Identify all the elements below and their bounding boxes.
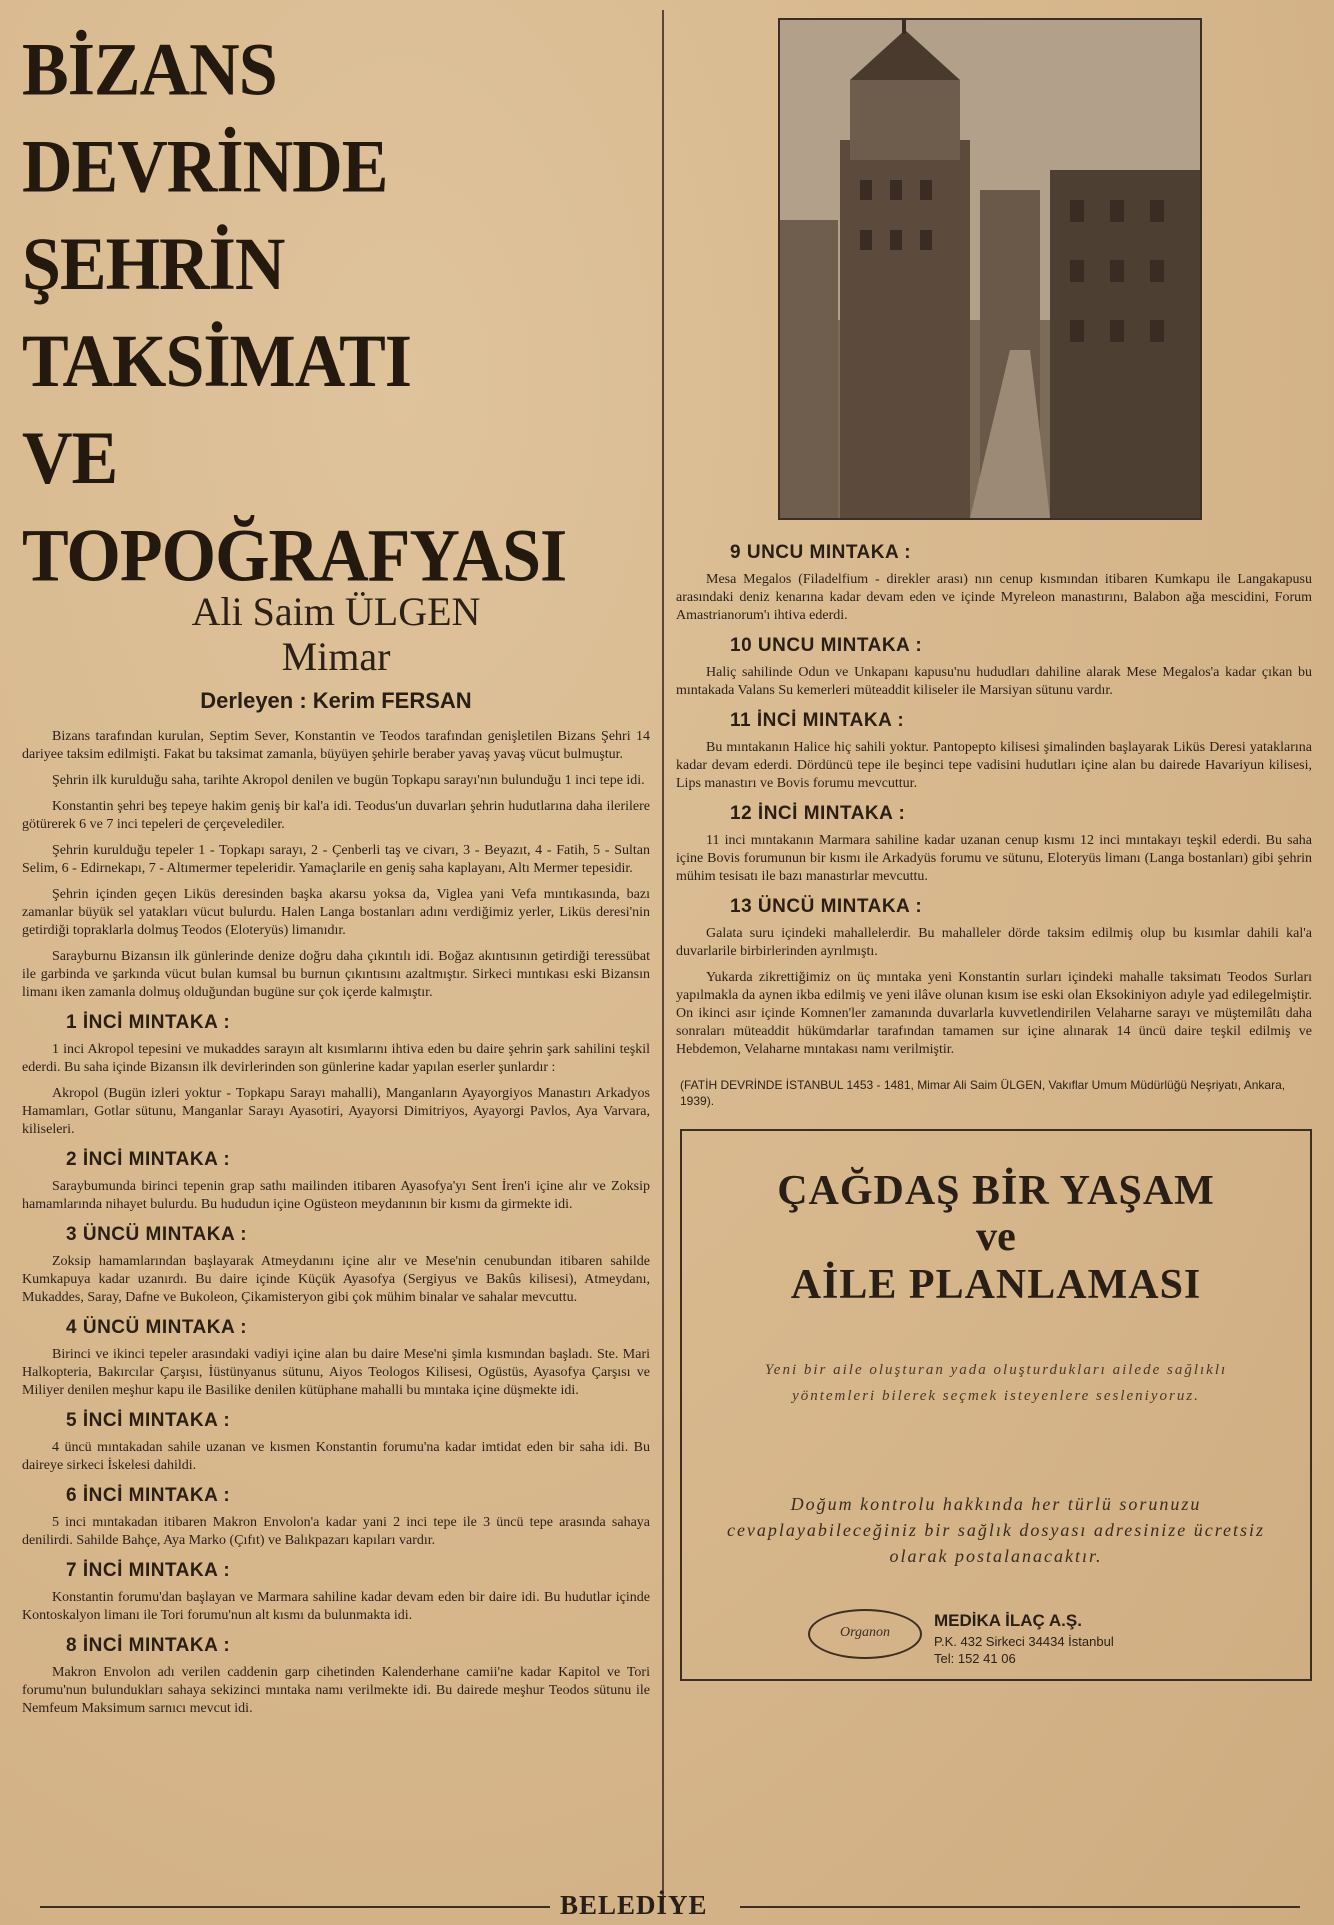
section-heading: 2 İNCİ MINTAKA : bbox=[66, 1149, 231, 1170]
section-heading: 4 ÜNCÜ MINTAKA : bbox=[66, 1317, 248, 1338]
paragraph: Şehrin kurulduğu tepeler 1 - Topkapı sarayı, 2 - Çenberli taş ve civarı, 3 - Beyazıt, 4 - Fatih, 5 - Sultan Selim, 6 - Edirnekapı, 7 - Altımermer tepeleridir. Yamaçlarile en geniş saha kaplayanı, Altı Mermer tepesidir. bbox=[22, 843, 650, 876]
section-heading: 10 UNCU MINTAKA : bbox=[730, 635, 923, 656]
paragraph: 5 inci mıntakadan itibaren Makron Envolon'a kadar yani 2 inci tepe ile 3 üncü tepe arasında sahaya denilirdi. Sahilde Bahçe, Aya Marko (Çıfıt) ve Balıkpazarı kapıları vardır. bbox=[22, 1515, 650, 1548]
paragraph: Haliç sahilinde Odun ve Unkapanı kapusu'nu hududları dahiline alarak Mese Megalos'a kadar çıkan bu mıntakada Valans Su kemerleri müteaddit kiliseler ile Marsiyan sütunu vardır. bbox=[676, 665, 1312, 698]
organon-logo bbox=[808, 1609, 922, 1659]
company-address bbox=[934, 1633, 1114, 1667]
footer-rule-right bbox=[740, 1906, 1300, 1908]
section-heading: 8 İNCİ MINTAKA : bbox=[66, 1635, 231, 1656]
paragraph: Birinci ve ikinci tepeler arasındaki vadiyi içine alan bu daire Mese'ni şimla kısmından başladı. Ste. Mari Halkopteria, Bakırcılar Çarşısı, İüstünyanus sütunu, Aiyos Teologos Kilisesi, Ogüstüs, Ayasofya Çarşısı ve Miliyer denilen meşhur kapu ile Basilike denilen kütüphane mahalli bu mıntaka içine düşmekte idi. bbox=[22, 1347, 650, 1398]
footer-rule-left bbox=[40, 1906, 550, 1908]
title-line: BİZANS DEVRİNDE bbox=[22, 28, 388, 209]
paragraph: Zoksip hamamlarından başlayarak Atmeydanını içine alır ve Mese'nin cenubundan itibaren sahilde Kumkapuya kadar uzanırdı. Bu daire içinde Küçük Ayasofya (Sergiyus ve Bakûs kilisesi), Atmeydanı, Mukaddes, Saray, Dafne ve Bukoleon, Çikamisteryon gibi çok mühim binalar ve sahalar mevcuttu. bbox=[22, 1254, 650, 1305]
intro-text bbox=[22, 728, 650, 1002]
author-name: Ali Saim ÜLGEN bbox=[191, 589, 481, 634]
article-title bbox=[22, 22, 650, 605]
source-citation: (FATİH DEVRİNDE İSTANBUL 1453 - 1481, Mimar Ali Saim ÜLGEN, Vakıflar Umum Müdürlüğü Neşriyatı, Ankara, 1939). bbox=[680, 1078, 1286, 1108]
section-heading: 5 İNCİ MINTAKA : bbox=[66, 1410, 231, 1431]
title-line: ŞEHRİN TAKSİMATI bbox=[22, 222, 412, 404]
section-heading: 6 İNCİ MINTAKA : bbox=[66, 1485, 231, 1506]
phone-line: Tel: 152 41 06 bbox=[934, 1651, 1016, 1666]
footer-label: BELEDİYE bbox=[560, 1890, 708, 1920]
ad-subtitle: Yeni bir aile oluşturan yada oluşturdukları ailede sağlıklı yöntemleri bilerek seçmek isteyenlere sesleniyoruz. bbox=[764, 1362, 1228, 1404]
paragraph: Şehrin içinden geçen Liküs deresinden başka akarsu yoksa da, Viglea yani Vefa mıntıkasında, bazı zamanlar büyük sel yatakları vücut bulurdu. Halen Langa bostanları adını verdiğimiz yerler, Liküs deresi'nin getirdiği topraklarla dolmuş Teodos (Eloteryüs) limanıdır. bbox=[22, 887, 650, 938]
paragraph: Akropol (Bugün izleri yoktur - Topkapu Sarayı mahalli), Manganların Ayayorgiyos Manastırı Arkadyos Hamamları, Gotlar sütunu, Manganlar Sarayı Ayasotiri, Ayayorsi Dimitriyos, Ayayorgi Pavlos, Aya Varvara, kiliseleri. bbox=[22, 1086, 650, 1137]
paragraph: Saraybumunda birinci tepenin grap sathı mailinden itibaren Ayasofya'yı Sent İren'i içine alır ve Zoksip hamamlarında nihayet bulurdu. Bu hududun içine Ogüsteon meydanının bir kısmı da girmekte idi. bbox=[22, 1179, 650, 1212]
paragraph: Konstantin şehri beş tepeye hakim geniş bir kal'a idi. Teodus'un duvarları şehrin hudutlarına daha ilerilere götürerek 6 ve 7 inci tepeleri de çerçevelediler. bbox=[22, 799, 650, 832]
section-heading: 9 UNCU MINTAKA : bbox=[730, 542, 912, 563]
company-name: MEDİKA İLAÇ A.Ş. bbox=[934, 1611, 1082, 1630]
ad-body: Doğum kontrolu hakkında her türlü sorunuzu cevaplayabileceğiniz bir sağlık dosyası adresinize ücretsiz olarak postalanacaktır. bbox=[726, 1494, 1266, 1566]
section-heading: 7 İNCİ MINTAKA : bbox=[66, 1560, 231, 1581]
paragraph: Bu mıntakanın Halice hiç sahili yoktur. Pantopepto kilisesi şimalinden başlayarak Liküs Deresi yataklarına kadar devam ederdi. Dördüncü tepe ile beşinci tepe vadisini hudutları içine alan bu dairede Havariyun kilisesi, Lips manastırı ve Bovis forumu mevcuttur. bbox=[676, 740, 1312, 791]
paragraph: Makron Envolon adı verilen caddenin garp cihetinden Kalenderhane camii'ne kadar Kapitol ve Tori forumu'nun bulundukları sahaya sekizinci mıntaka namı verilmekte idi. Bu dairede meşhur Teodos sütunu ile Nemfeum Maksimum sarnıcı mevcut idi. bbox=[22, 1665, 650, 1716]
paragraph: 4 üncü mıntakadan sahile uzanan ve kısmen Konstantin forumu'na kadar imtidat eden bir saha idi. Bu daireye sirkeci İskelesi dahildi. bbox=[22, 1440, 650, 1473]
ad-title-line-2: ve bbox=[976, 1214, 1016, 1260]
address-line: P.K. 432 Sirkeci 34434 İstanbul bbox=[934, 1634, 1114, 1649]
galata-tower-photo bbox=[778, 18, 1202, 520]
paragraph: 11 inci mıntakanın Marmara sahiline kadar uzanan cenup kısmı 12 inci mıntakayı teşkil ederdi. Bu saha içine Bovis forumunun bir kısmı ile Arkadyüs forumu ve sütunu, Eloteryüs limanı (Langa bostanları) gibi şehrin mühim tesisatı ile bazı manastırlar mevcuttu. bbox=[676, 833, 1312, 884]
column-divider bbox=[662, 10, 664, 1900]
right-sections bbox=[676, 542, 1312, 1059]
compiler-line: Derleyen : Kerim FERSAN bbox=[200, 688, 472, 713]
paragraph: Galata suru içindeki mahallelerdir. Bu mahalleler dörde taksim edilmiş olup bu kısımlar dahili kal'a duvarlarile birbirlerinden ayrılmıştı. bbox=[676, 926, 1312, 959]
paragraph: Bizans tarafından kurulan, Septim Sever, Konstantin ve Teodos tarafından genişletilen Bizans Şehri 14 dariyee taksim edilmişti. Fakat bu taksimat zamanla, büyüyen şehirle beraber yavaş yavaş vücut bulmuştur. bbox=[22, 729, 650, 762]
section-heading: 11 İNCİ MINTAKA : bbox=[730, 710, 905, 731]
left-column bbox=[22, 18, 650, 1726]
paragraph: Mesa Megalos (Filadelfium - direkler arası) nın cenup kısmından itibaren Kumkapu ile Langakapusu arasındaki deniz kenarına kadar devam eden ve içinde Myreleon manastırını, Balabon ağa mescidini, Forum Amastrianorum'ı ihtiva ederdi. bbox=[676, 572, 1312, 623]
section-heading: 13 ÜNCÜ MINTAKA : bbox=[730, 896, 923, 917]
section-heading: 3 ÜNCÜ MINTAKA : bbox=[66, 1224, 248, 1245]
left-sections bbox=[22, 1012, 650, 1718]
paragraph: 1 inci Akropol tepesini ve mukaddes sarayın alt kısımlarını ihtiva eden bu daire şehrin şark sahilini teşkil ederdi. Bu saha içinde Bizansın ilk devirlerinden son günlerine kadar yapılan eserler şunlardır : bbox=[22, 1042, 650, 1075]
title-line: VE TOPOĞRAFYASI bbox=[22, 417, 567, 598]
photo-illustration bbox=[780, 20, 1200, 518]
ad-title-line-3: AİLE PLANLAMASI bbox=[790, 1262, 1202, 1308]
section-heading: 1 İNCİ MINTAKA : bbox=[66, 1012, 231, 1033]
right-column bbox=[676, 18, 1312, 1681]
family-planning-ad bbox=[680, 1129, 1312, 1681]
paragraph: Şehrin ilk kurulduğu saha, tarihte Akropol denilen ve bugün Topkapu sarayı'nın bulunduğu 1 inci tepe idi. bbox=[52, 773, 645, 788]
section-heading: 12 İNCİ MINTAKA : bbox=[730, 803, 906, 824]
page-footer bbox=[0, 1890, 1334, 1920]
ad-title-line-1: ÇAĞDAŞ BİR YAŞAM bbox=[777, 1168, 1215, 1214]
logo-text: Organon bbox=[839, 1625, 891, 1640]
paragraph: Sarayburnu Bizansın ilk günlerinde denize doğru daha çıkıntılı idi. Boğaz akıntısının getirdiği teressübat ile garbinda ve şarkında vücut bulan kumsal bu burnun çıkıntısını azaltmıştır. Sirkeci mıntıkası eski Bizansın limanı iken zamanla dolmuş olduğundan bugüne sur çok içerde kalmıştır. bbox=[22, 949, 650, 1000]
author-role: Mimar bbox=[281, 634, 391, 679]
paragraph: Konstantin forumu'dan başlayan ve Marmara sahiline kadar devam eden bir daire idi. Bu hudutlar içinde Kontoskalyon limanı ile Tori forumu'nun alt kısmı da bulunmakta idi. bbox=[22, 1590, 650, 1623]
paragraph: Yukarda zikrettiğimiz on üç mıntaka yeni Konstantin surları içindeki mahalle taksimatı Teodos Surları yapılmakla da aynen ikba edilmiş ve yeni ilâve olunan kısım ise eski olan Eksokiniyon adıyle yad edilegelmiştir. On ikinci asır içinde Komnen'ler zamanında duvarlarla kuvvetlendirilen Velaharne sarayı ve müştemilâtı daha sonraları müteaddit hükümdarlar tarafından tamamen sur içine alınarak 14 üncü daire teşkil edilmiş ve Hebdemon, Velaharne mıntakası namı verilmiştir. bbox=[676, 970, 1312, 1057]
